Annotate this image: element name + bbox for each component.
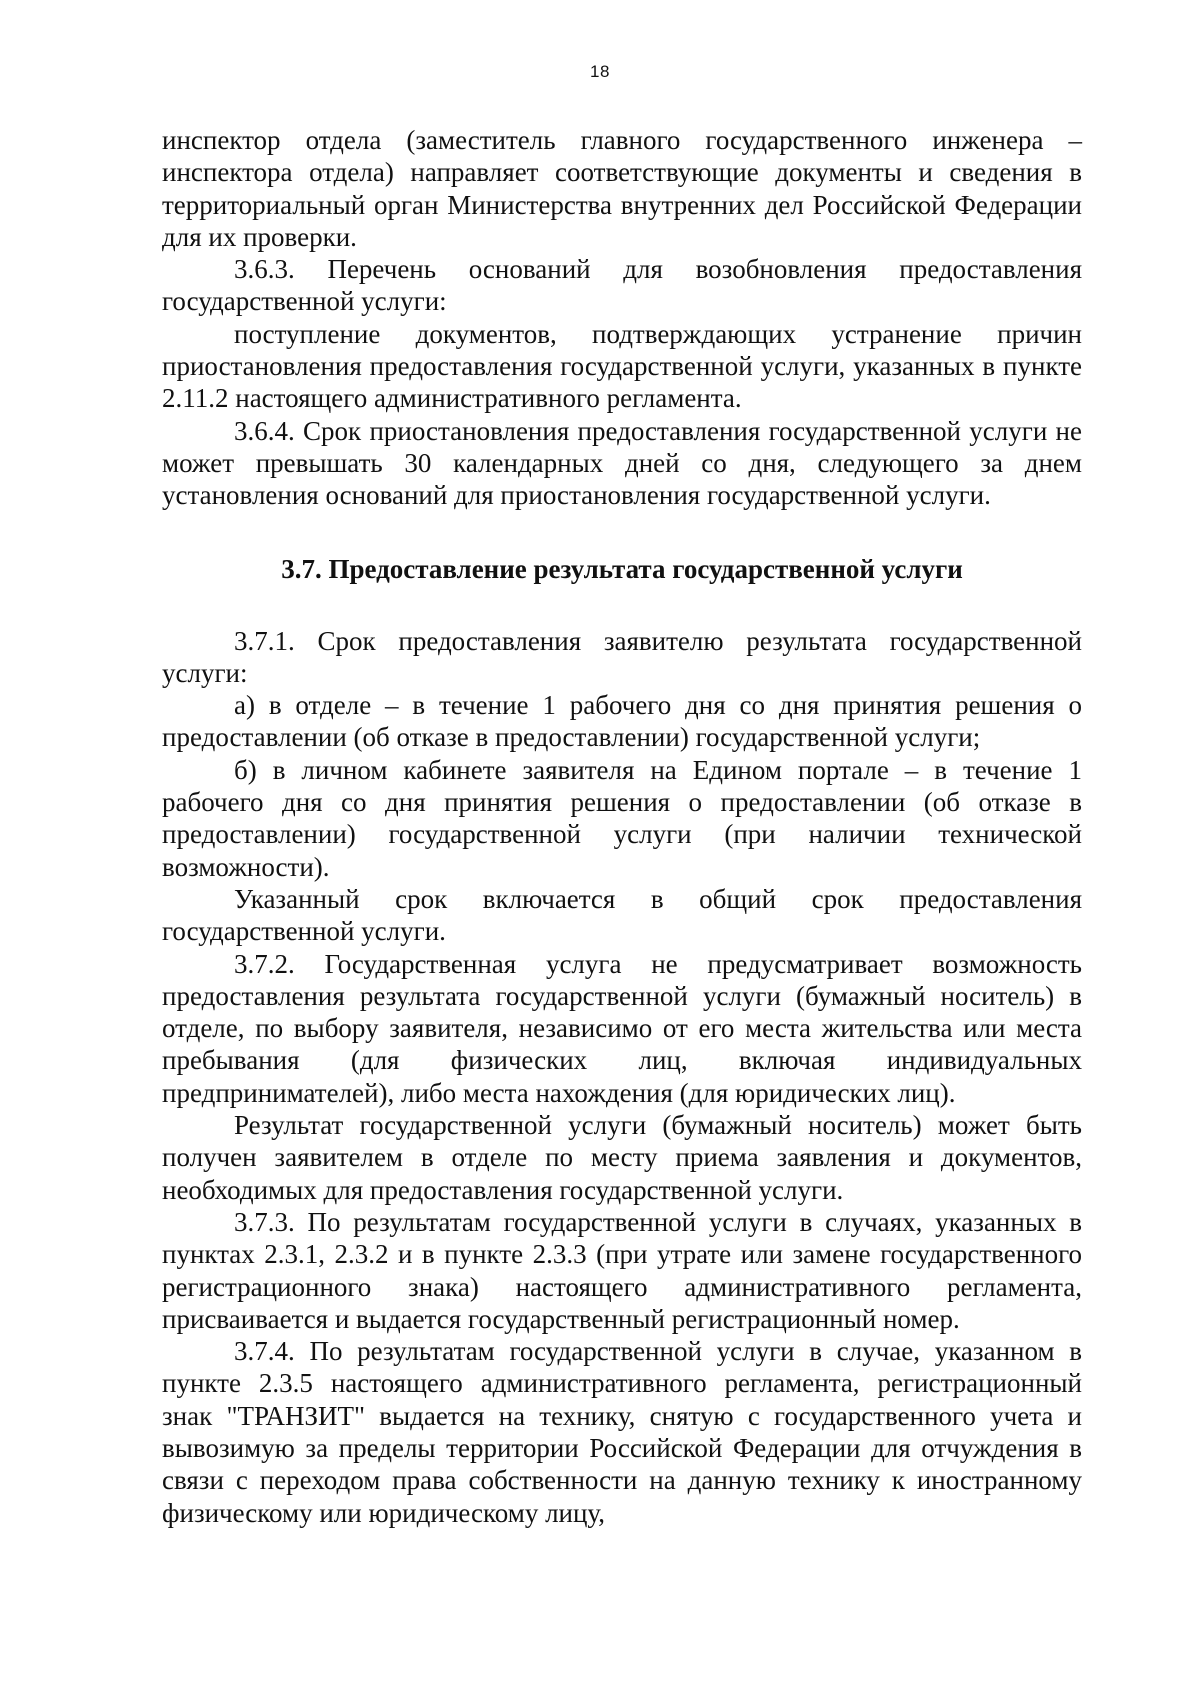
section-heading-3-7: 3.7. Предоставление результата государственной услуги bbox=[281, 553, 963, 584]
document-body bbox=[162, 124, 1082, 1529]
paragraph-3-7-2: 3.7.2. Государственная услуга не предусматривает возможность предоставления результата государственной услуги (бумажный носитель) в отделе, по выбору заявителя, независимо от его места жительства или места пребывания (для физических лиц, включая индивидуальных предпринимателей), либо места нахождения (для юридических лиц). bbox=[162, 948, 1082, 1108]
paragraph-3-6-3: 3.6.3. Перечень оснований для возобновления предоставления государственной услуги: bbox=[162, 254, 1082, 317]
paragraph-3-7-1: 3.7.1. Срок предоставления заявителю результата государственной услуги: bbox=[162, 625, 1082, 688]
paragraph-3-7-1-note: Указанный срок включается в общий срок предоставления государственной услуги. bbox=[162, 883, 1082, 947]
paragraph-3-6-4: 3.6.4. Срок приостановления предоставления государственной услуги не может превышать 30 календарных дней со дня, следующего за днем установления оснований для приостановления государственной услуги. bbox=[162, 415, 1082, 511]
paragraph-3-7-1-a: а) в отделе – в течение 1 рабочего дня со дня принятия решения о предоставлении (об отказе в предоставлении) государственной услуги; bbox=[162, 690, 1082, 753]
paragraph-continuation: инспектор отдела (заместитель главного государственного инженера – инспектора отдела) направляет соответствующие документы и сведения в территориальный орган Министерства внутренних дел Российской Федерации для их проверки. bbox=[162, 125, 1082, 252]
paragraph-3-7-3: 3.7.3. По результатам государственной услуги в случаях, указанных в пунктах 2.3.1, 2.3.2 и в пункте 2.3.3 (при утрате или замене государственного регистрационного знака) настоящего административного регламента, присваивается и выдается государственный регистрационный номер. bbox=[162, 1206, 1082, 1334]
paragraph-3-7-2-result: Результат государственной услуги (бумажный носитель) может быть получен заявителем в отделе по месту приема заявления и документов, необходимых для предоставления государственной услуги. bbox=[162, 1110, 1082, 1205]
page-number: 18 bbox=[590, 62, 610, 81]
paragraph-3-6-3-item: поступление документов, подтверждающих устранение причин приостановления предоставления государственной услуги, указанных в пункте 2.11.2 настоящего административного регламента. bbox=[162, 318, 1082, 414]
paragraph-3-7-1-b: б) в личном кабинете заявителя на Едином портале – в течение 1 рабочего дня со дня принятия решения о предоставлении (об отказе в предоставлении) государственной услуги (при наличии технической возможности). bbox=[162, 754, 1082, 882]
paragraph-3-7-4: 3.7.4. По результатам государственной услуги в случае, указанном в пункте 2.3.5 настоящего административного регламента, регистрационный знак "ТРАНЗИТ" выдается на технику, снятую с государственного учета и вывозимую за пределы территории Российской Федерации для отчуждения в связи с переходом права собственности на данную технику к иностранному физическому или юридическому лицу, bbox=[162, 1336, 1082, 1528]
